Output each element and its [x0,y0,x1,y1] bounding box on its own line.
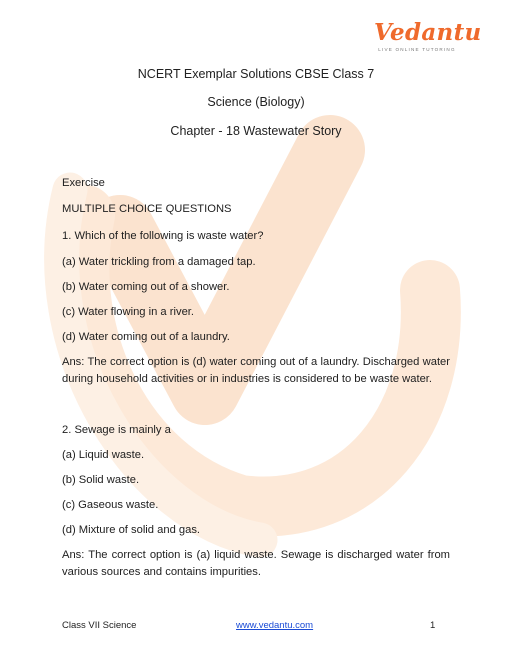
logo-brand: Vedantu [374,19,482,46]
q1-option-a: (a) Water trickling from a damaged tap. [62,256,256,268]
q2-option-a: (a) Liquid waste. [62,449,145,461]
doc-subject: Science (Biology) [207,95,305,109]
vedantu-website-link[interactable]: www.vedantu.com [236,620,314,631]
section-heading: MULTIPLE CHOICE QUESTIONS [62,203,232,215]
doc-chapter: Chapter - 18 Wastewater Story [170,124,342,138]
exercise-label: Exercise [62,177,105,189]
q2-option-d: (d) Mixture of solid and gas. [62,524,201,536]
q1-answer: Ans: The correct option is (d) water coming out of a laundry. Discharged water during household activities or in industries is considered to be waste water. [62,356,450,385]
page-number: 1 [430,620,436,631]
question-2: 2. Sewage is mainly a [62,424,171,436]
vedantu-logo [374,19,482,53]
logo-tagline: LIVE ONLINE TUTORING [378,47,456,52]
q2-answer: Ans: The correct option is (a) liquid waste. Sewage is discharged water from various sources and contains impurities. [62,549,450,578]
q1-option-d: (d) Water coming out of a laundry. [62,331,230,343]
footer-link-wrap [236,620,313,631]
q2-option-b: (b) Solid waste. [62,474,140,486]
q1-option-b: (b) Water coming out of a shower. [62,281,230,293]
footer-class-label: Class VII Science [62,620,137,631]
q1-option-c: (c) Water flowing in a river. [62,306,195,318]
question-1: 1. Which of the following is waste water? [62,230,264,242]
doc-title: NCERT Exemplar Solutions CBSE Class 7 [137,67,375,81]
q2-option-c: (c) Gaseous waste. [62,499,159,511]
